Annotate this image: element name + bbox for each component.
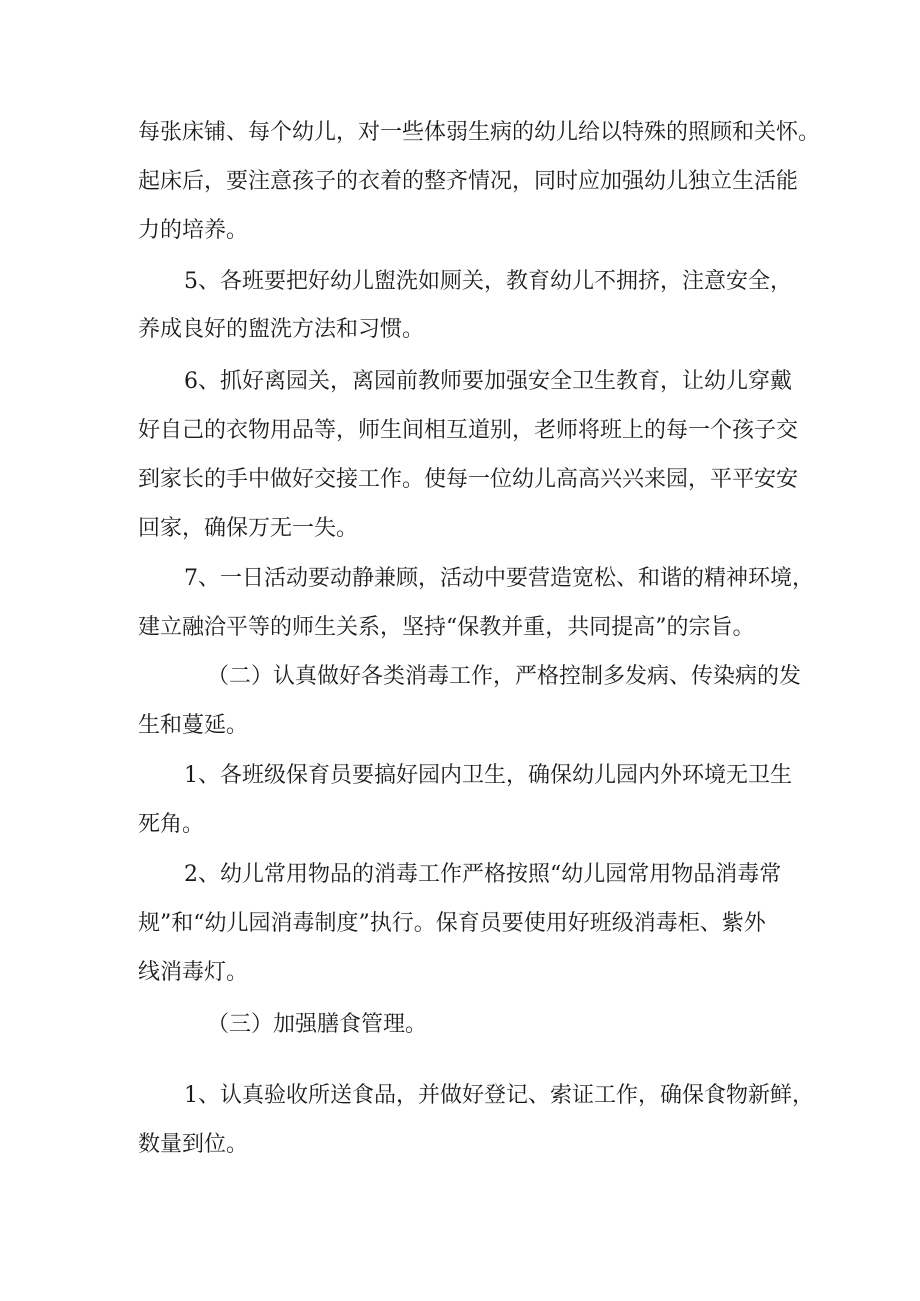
text-line: 线消毒灯。	[138, 960, 249, 985]
text-line: 1、认真验收所送食品，并做好登记、索证工作，确保食物新鲜，	[184, 1083, 814, 1108]
text-line: 5、各班要把好幼儿盥洗如厕关，教育幼儿不拥挤，注意安全，	[184, 269, 792, 294]
text-line: 2、幼儿常用物品的消毒工作严格按照“幼儿园常用物品消毒常	[184, 862, 782, 887]
text-line: 回家，确保万无一失。	[138, 516, 359, 541]
text-line: 生和蔓延。	[138, 713, 249, 738]
text-line: 死角。	[138, 812, 205, 837]
text-line: 数量到位。	[138, 1132, 249, 1157]
text-line: 7、一日活动要动静兼顾，活动中要营造宽松、和谐的精神环境，	[184, 566, 814, 591]
section-heading: （二）认真做好各类消毒工作，严格控制多发病、传染病的发	[207, 664, 802, 689]
text-line: 养成良好的盥洗方法和习惯。	[138, 317, 425, 342]
text-line: 建立融洽平等的师生关系，坚持“保教并重，共同提高”的宗旨。	[138, 615, 755, 640]
text-line: 6、抓好离园关，离园前教师要加强安全卫生教育，让幼儿穿戴	[184, 369, 792, 394]
section-heading: （三）加强膳食管理。	[207, 1012, 428, 1037]
text-line: 起床后，要注意孩子的衣着的整齐情况，同时应加强幼儿独立生活能	[138, 169, 799, 194]
text-line: 力的培养。	[138, 218, 249, 243]
text-line: 规”和“幼儿园消毒制度”执行。保育员要使用好班级消毒柜、紫外	[138, 911, 766, 936]
text-line: 到家长的手中做好交接工作。使每一位幼儿高高兴兴来园，平平安安	[138, 467, 799, 492]
text-line: 每张床铺、每个幼儿，对一些体弱生病的幼儿给以特殊的照顾和关怀。	[138, 120, 821, 145]
text-line: 好自己的衣物用品等，师生间相互道别，老师将班上的每一个孩子交	[138, 418, 799, 443]
text-line: 1、各班级保育员要搞好园内卫生，确保幼儿园内外环境无卫生	[184, 763, 792, 788]
